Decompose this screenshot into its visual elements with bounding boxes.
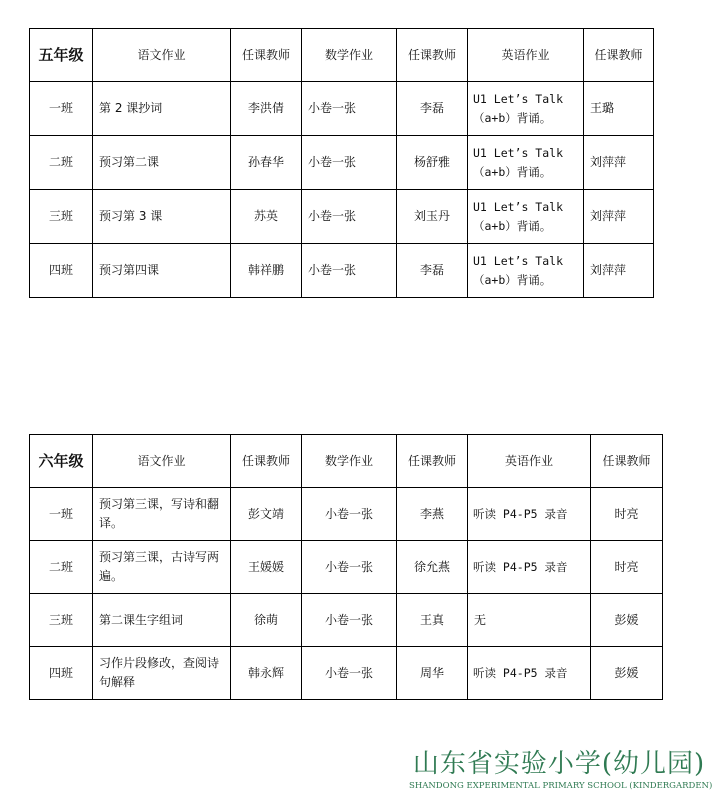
table-row [30,82,654,136]
class-name: 二班 [30,136,93,190]
english-homework: 听读 P4-P5 录音 [468,488,591,541]
english-homework: U1 Let’s Talk（a+b）背诵。 [468,82,584,136]
math-teacher: 徐允燕 [397,541,468,594]
chinese-teacher: 韩永辉 [231,647,302,700]
table-row [30,541,663,594]
math-teacher: 李磊 [397,82,468,136]
table-row [30,136,654,190]
table-header-row [30,435,663,488]
table-header-row [30,29,654,82]
class-name: 四班 [30,244,93,298]
math-teacher: 刘玉丹 [397,190,468,244]
grade-label: 五年级 [30,29,93,82]
chinese-teacher: 彭文靖 [231,488,302,541]
math-homework: 小卷一张 [302,647,397,700]
math-homework: 小卷一张 [302,594,397,647]
english-teacher: 刘萍萍 [584,244,654,298]
english-homework-header: 英语作业 [468,435,591,488]
math-teacher: 王真 [397,594,468,647]
chinese-homework-header: 语文作业 [93,29,231,82]
english-homework-header: 英语作业 [468,29,584,82]
chinese-teacher: 王媛媛 [231,541,302,594]
teacher-header: 任课教师 [584,29,654,82]
english-homework: 听读 P4-P5 录音 [468,647,591,700]
chinese-homework: 预习第三课，古诗写两遍。 [93,541,231,594]
class-name: 二班 [30,541,93,594]
math-homework: 小卷一张 [302,82,397,136]
chinese-homework: 预习第三课，写诗和翻译。 [93,488,231,541]
chinese-teacher: 李洪倩 [231,82,302,136]
english-teacher: 时亮 [591,488,663,541]
class-name: 一班 [30,488,93,541]
math-teacher: 周华 [397,647,468,700]
class-name: 三班 [30,594,93,647]
teacher-header: 任课教师 [397,435,468,488]
math-teacher: 李磊 [397,244,468,298]
math-homework-header: 数学作业 [302,435,397,488]
english-teacher: 王璐 [584,82,654,136]
grade6-homework-table [29,434,663,700]
math-homework: 小卷一张 [302,136,397,190]
english-teacher: 彭媛 [591,594,663,647]
teacher-header: 任课教师 [231,435,302,488]
teacher-header: 任课教师 [231,29,302,82]
english-teacher: 刘萍萍 [584,190,654,244]
table-row [30,594,663,647]
chinese-homework-header: 语文作业 [93,435,231,488]
class-name: 一班 [30,82,93,136]
grade5-homework-table [29,28,654,298]
table-row [30,244,654,298]
english-homework: 听读 P4-P5 录音 [468,541,591,594]
chinese-teacher: 韩祥鹏 [231,244,302,298]
grade-label: 六年级 [30,435,93,488]
english-homework: U1 Let’s Talk（a+b）背诵。 [468,190,584,244]
school-name-english: SHANDONG EXPERIMENTAL PRIMARY SCHOOL (KINDERGARDEN) [409,781,713,791]
chinese-homework: 第 2 课抄词 [93,82,231,136]
english-teacher: 彭媛 [591,647,663,700]
english-homework: 无 [468,594,591,647]
math-homework: 小卷一张 [302,541,397,594]
english-teacher: 时亮 [591,541,663,594]
math-homework: 小卷一张 [302,488,397,541]
math-teacher: 李燕 [397,488,468,541]
chinese-homework: 第二课生字组词 [93,594,231,647]
math-homework: 小卷一张 [302,244,397,298]
chinese-homework: 预习第 3 课 [93,190,231,244]
math-homework-header: 数学作业 [302,29,397,82]
english-homework: U1 Let’s Talk（a+b）背诵。 [468,136,584,190]
class-name: 三班 [30,190,93,244]
math-teacher: 杨舒雅 [397,136,468,190]
english-teacher: 刘萍萍 [584,136,654,190]
teacher-header: 任课教师 [397,29,468,82]
math-homework: 小卷一张 [302,190,397,244]
chinese-homework: 预习第二课 [93,136,231,190]
school-logo [409,748,713,792]
table-row [30,488,663,541]
school-name-chinese: 山东省实验小学(幼儿园) [412,749,706,779]
chinese-homework: 习作片段修改，查阅诗句解释 [93,647,231,700]
chinese-teacher: 徐萌 [231,594,302,647]
chinese-homework: 预习第四课 [93,244,231,298]
chinese-teacher: 苏英 [231,190,302,244]
table-row [30,190,654,244]
class-name: 四班 [30,647,93,700]
teacher-header: 任课教师 [591,435,663,488]
english-homework: U1 Let’s Talk（a+b）背诵。 [468,244,584,298]
table-row [30,647,663,700]
chinese-teacher: 孙春华 [231,136,302,190]
